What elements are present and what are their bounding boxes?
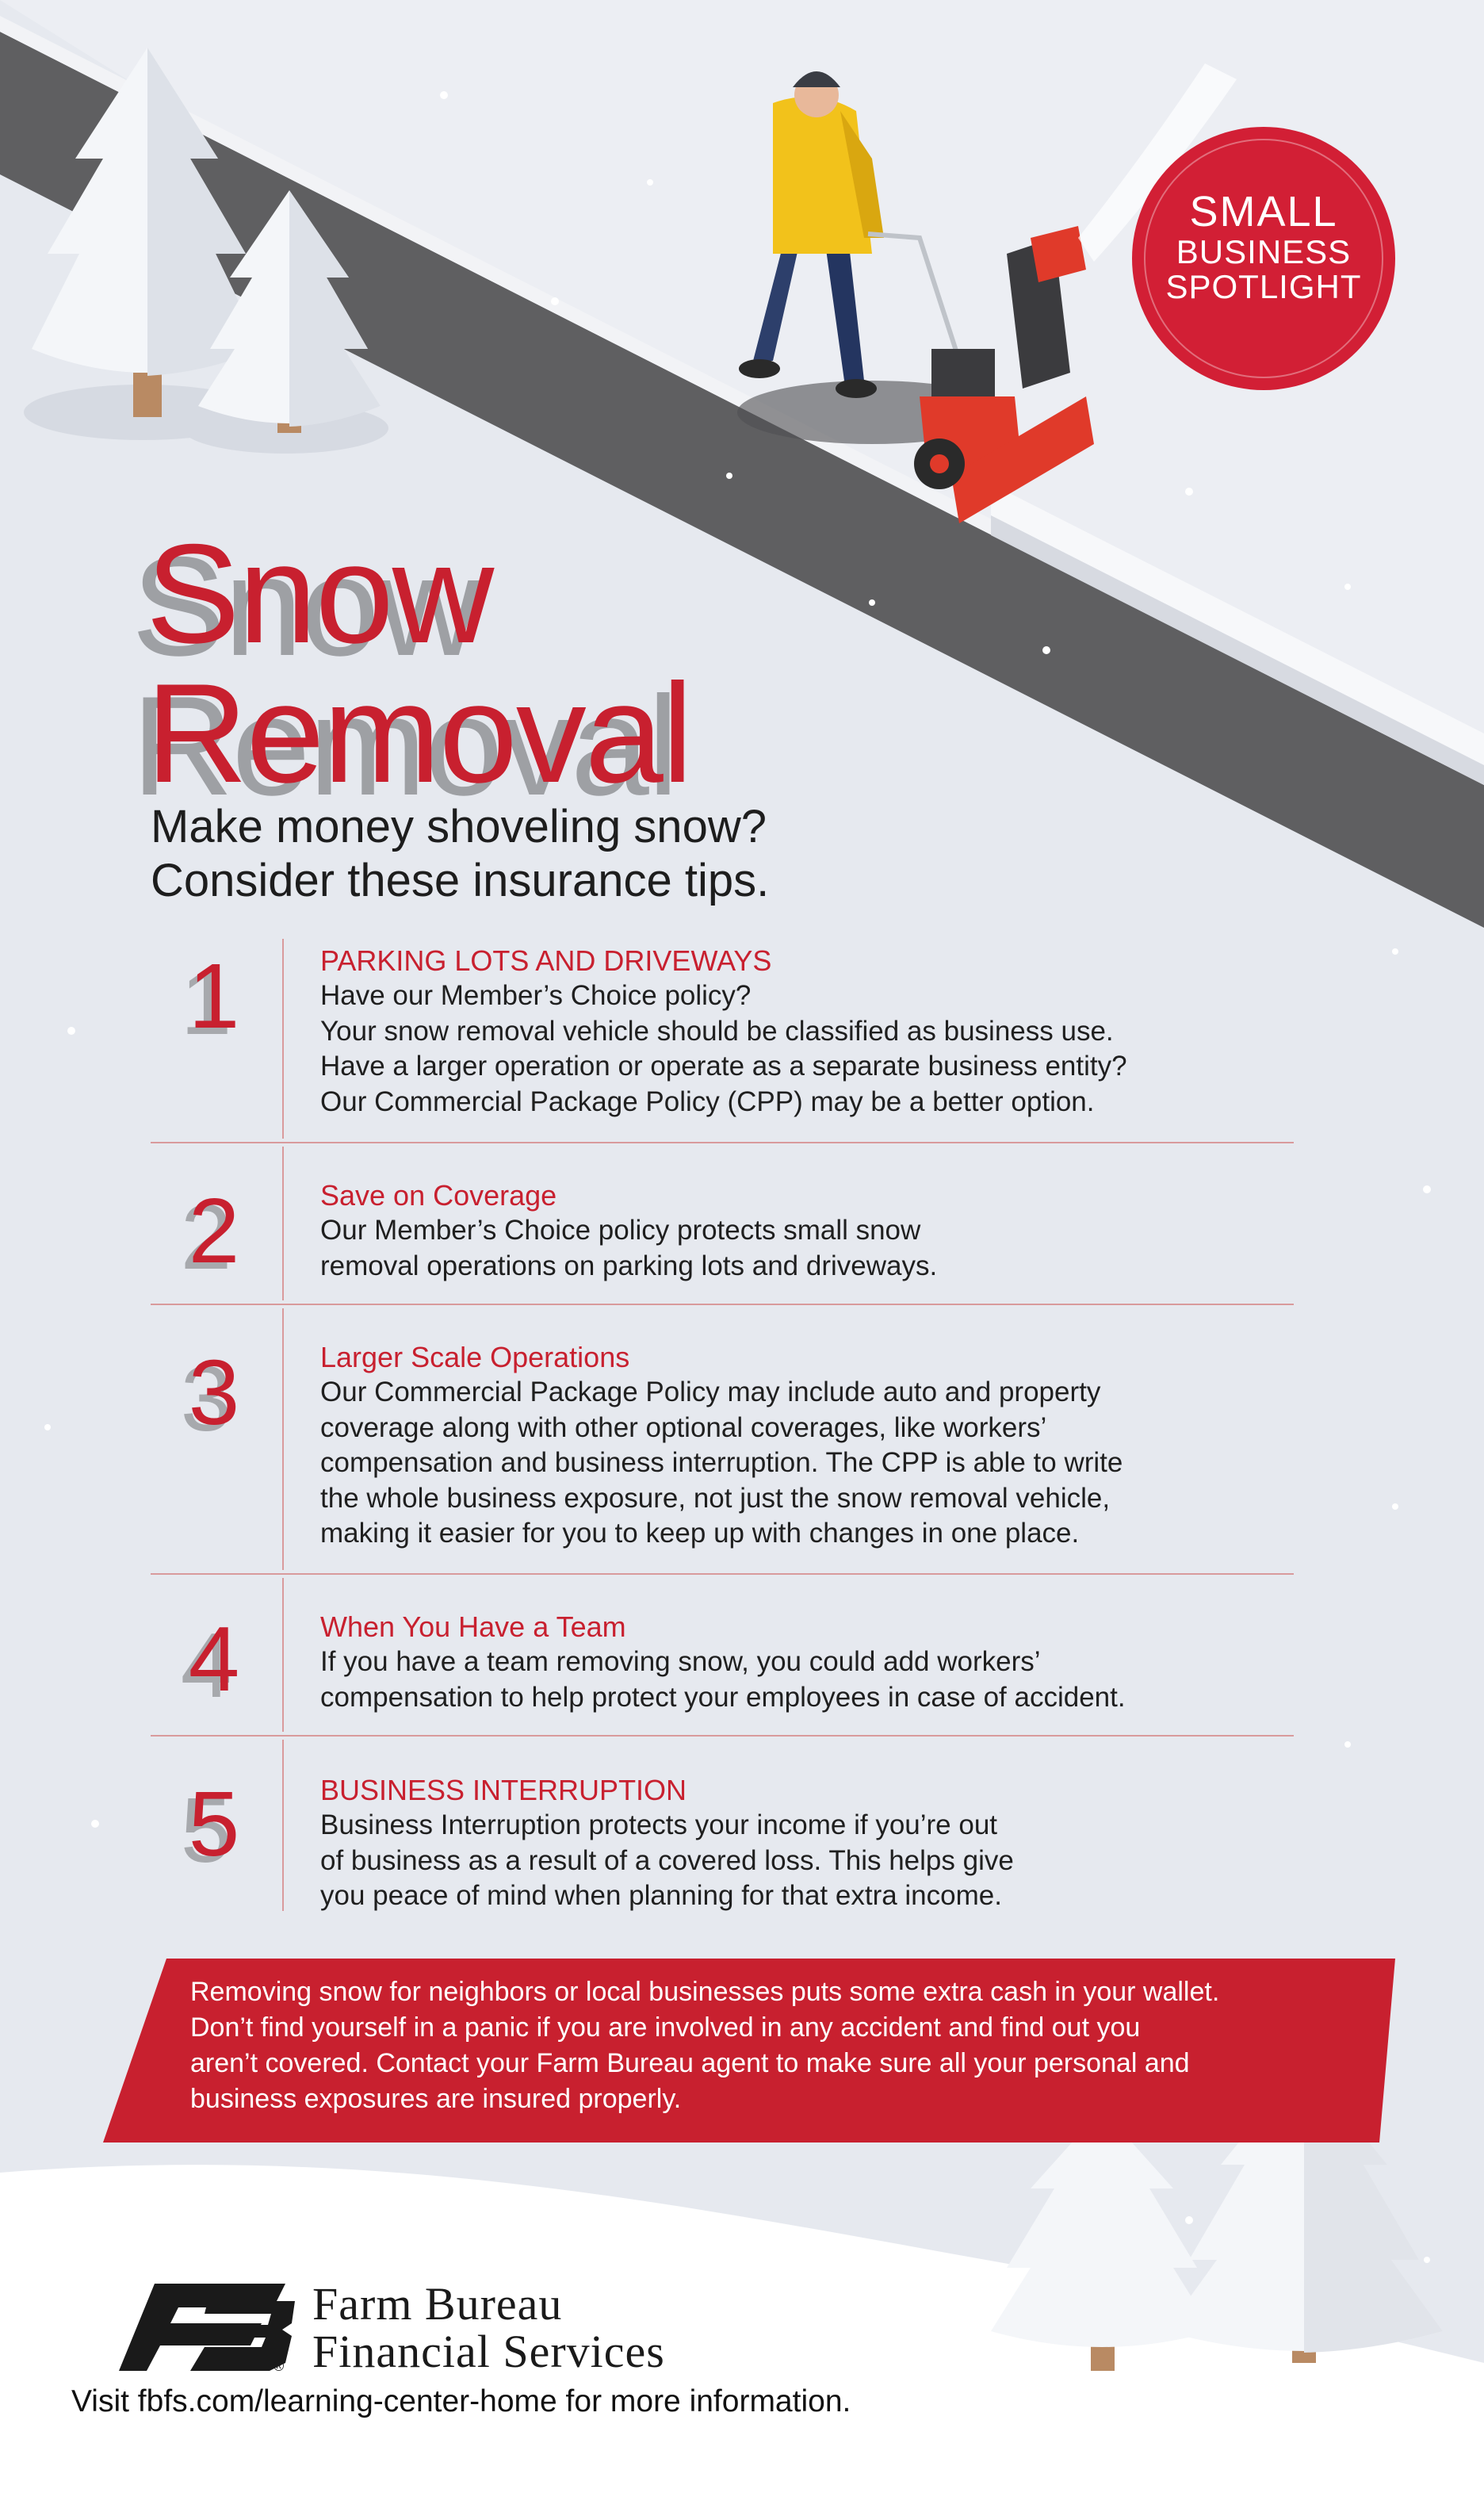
svg-text:®: ® [273,2358,285,2374]
subtitle-line-1: Make money shoveling snow? [151,801,767,852]
page-title-line-1: Snow [146,515,493,672]
tip-body-line: Your snow removal vehicle should be classified as business use. [320,1015,1114,1047]
tip-number: 4 [188,1607,240,1710]
page-title-line-2: Removal [146,654,692,812]
tip-divider-vertical [282,1147,284,1300]
tip-body-line: coverage along with other optional coverages, like workers’ [320,1411,1047,1443]
tip-body [320,978,1319,1120]
badge-line-1: SMALL [1189,188,1338,236]
tip-divider-vertical [282,1740,284,1911]
tip-divider-vertical [282,1578,284,1732]
tip-number: 2 [188,1179,240,1282]
banner-line: Don’t find yourself in a panic if you are involved in any accident and find out you [190,2012,1141,2043]
tip-body-line: Have our Member’s Choice policy? [320,980,752,1011]
tip-heading: PARKING LOTS AND DRIVEWAYS [320,944,772,977]
badge-line-3: SPOTLIGHT [1165,268,1362,305]
tip-body [320,1213,1319,1284]
banner-text [190,1974,1427,2117]
tip-heading: Save on Coverage [320,1179,557,1212]
tip-body-line: Business Interruption protects your income if you’re out [320,1809,998,1840]
banner-line: business exposures are insured properly. [190,2084,682,2114]
tip-body-line: you peace of mind when planning for that extra income. [320,1880,1002,1912]
tip-divider [151,1142,1294,1143]
tip-body-line: removal operations on parking lots and driveways. [320,1250,938,1281]
tip-body-line: Our Commercial Package Policy may include auto and property [320,1377,1101,1407]
tip-body [320,1645,1319,1715]
tip-divider [151,1573,1294,1575]
tip-divider [151,1735,1294,1737]
brand-name-line-1: Farm Bureau [312,2278,563,2330]
tip-divider-vertical [282,1308,284,1570]
badge-line-2: BUSINESS [1176,233,1352,270]
tip-body-line: making it easier for you to keep up with changes in one place. [320,1518,1080,1549]
tip-body-line: of business as a result of a covered loss. This helps give [320,1844,1014,1876]
tip-body-line: Our Commercial Package Policy (CPP) may be a better option. [320,1086,1095,1117]
banner-line: aren’t covered. Contact your Farm Bureau agent to make sure all your personal and [190,2048,1190,2078]
tip-divider [151,1304,1294,1305]
callout-banner [103,1959,1395,2142]
tip-body-line: Have a larger operation or operate as a separate business entity? [320,1051,1127,1082]
tip-body-line: the whole business exposure, not just the snow removal vehicle, [320,1482,1111,1514]
tip-number: 3 [188,1341,240,1444]
subtitle-line-2: Consider these insurance tips. [151,855,770,906]
footer-link-text[interactable]: Visit fbfs.com/learning-center-home for more information. [71,2384,851,2418]
tip-body [320,1375,1319,1552]
tip-heading: BUSINESS INTERRUPTION [320,1774,687,1806]
tip-heading: When You Have a Team [320,1610,626,1643]
tip-number: 1 [188,944,240,1047]
tip-body-line: Our Member’s Choice policy protects small snow [320,1215,921,1246]
tip-number: 5 [188,1772,240,1875]
tip-body-line: compensation and business interruption. The CPP is able to write [320,1447,1123,1479]
tip-body-line: If you have a team removing snow, you could add workers’ [320,1646,1041,1677]
tip-body [320,1808,1319,1914]
small-business-spotlight-badge [1132,127,1395,390]
brand-name-line-2: Financial Services [312,2326,665,2377]
tip-body-line: compensation to help protect your employees in case of accident. [320,1681,1126,1713]
tip-heading: Larger Scale Operations [320,1341,630,1373]
banner-line: Removing snow for neighbors or local businesses puts some extra cash in your wallet. [190,1977,1220,2007]
tip-divider-vertical [282,939,284,1139]
